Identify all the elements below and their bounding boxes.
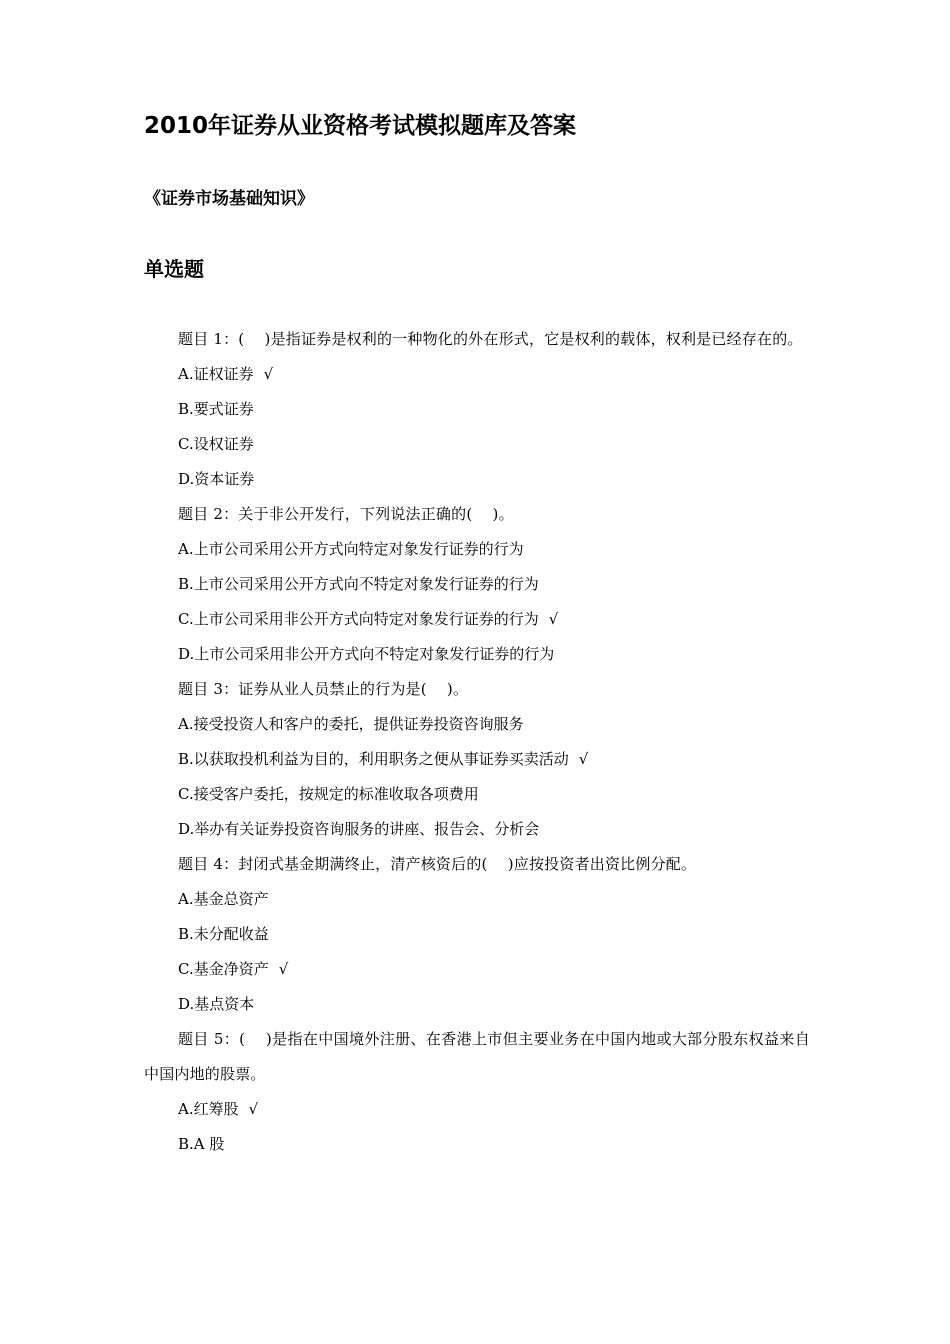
question-block <box>144 672 810 847</box>
answer-option-text: A.基金总资产 <box>178 890 269 908</box>
answer-option-text: A.红筹股 <box>178 1100 239 1118</box>
question-stem: 题目 1：( )是指证券是权利的一种物化的外在形式，它是权利的载体，权利是已经存在的。 <box>178 330 803 348</box>
answer-option-text: D.资本证券 <box>178 470 255 488</box>
answer-option <box>144 812 810 847</box>
question-stem: 题目 5：( )是指在中国境外注册、在香港上市但主要业务在中国内地或大部分股东权益来自中国内地的股票。 <box>144 1030 810 1083</box>
answer-option-text: C.设权证券 <box>178 435 254 453</box>
question-stem: 题目 2：关于非公开发行，下列说法正确的( )。 <box>178 505 514 523</box>
answer-option-text: B.A 股 <box>178 1135 225 1153</box>
answer-option <box>144 917 810 952</box>
correct-answer-check-icon: √ <box>578 750 589 768</box>
answer-option <box>144 357 810 392</box>
answer-option <box>144 392 810 427</box>
correct-answer-check-icon: √ <box>248 1100 259 1118</box>
answer-option-text: B.未分配收益 <box>178 925 269 943</box>
subject-heading: 《证券市场基础知识》 <box>144 189 314 209</box>
answer-option-text: D.举办有关证券投资咨询服务的讲座、报告会、分析会 <box>178 820 540 838</box>
document-title: 2010年证券从业资格考试模拟题库及答案 <box>144 113 577 139</box>
section-heading: 单选题 <box>144 257 204 281</box>
answer-option <box>144 742 810 777</box>
answer-option-text: B.要式证券 <box>178 400 254 418</box>
correct-answer-check-icon: √ <box>548 610 559 628</box>
answer-option <box>144 637 810 672</box>
question-block <box>144 847 810 1022</box>
answer-option <box>144 952 810 987</box>
question-stem: 题目 4：封闭式基金期满终止，清产核资后的( )应按投资者出资比例分配。 <box>178 855 697 873</box>
question-list <box>144 322 810 1162</box>
answer-option-text: C.接受客户委托，按规定的标准收取各项费用 <box>178 785 479 803</box>
answer-option <box>144 1127 810 1162</box>
question-block <box>144 322 810 497</box>
question-stem: 题目 3：证券从业人员禁止的行为是( )。 <box>178 680 469 698</box>
correct-answer-check-icon: √ <box>263 365 274 383</box>
answer-option <box>144 567 810 602</box>
answer-option-text: D.上市公司采用非公开方式向不特定对象发行证券的行为 <box>178 645 555 663</box>
question-block <box>144 1022 810 1162</box>
answer-option-text: B.上市公司采用公开方式向不特定对象发行证券的行为 <box>178 575 539 593</box>
answer-option-text: B.以获取投机利益为目的，利用职务之便从事证券买卖活动 <box>178 750 569 768</box>
answer-option-text: A.接受投资人和客户的委托，提供证券投资咨询服务 <box>178 715 524 733</box>
answer-option-text: A.上市公司采用公开方式向特定对象发行证券的行为 <box>178 540 524 558</box>
answer-option-text: C.上市公司采用非公开方式向特定对象发行证券的行为 <box>178 610 539 628</box>
answer-option <box>144 777 810 812</box>
answer-option <box>144 427 810 462</box>
question-block <box>144 497 810 672</box>
answer-option <box>144 882 810 917</box>
answer-option-text: C.基金净资产 <box>178 960 269 978</box>
answer-option <box>144 1092 810 1127</box>
answer-option <box>144 602 810 637</box>
answer-option-text: D.基点资本 <box>178 995 255 1013</box>
answer-option <box>144 987 810 1022</box>
answer-option <box>144 707 810 742</box>
correct-answer-check-icon: √ <box>278 960 289 978</box>
answer-option <box>144 462 810 497</box>
answer-option <box>144 532 810 567</box>
answer-option-text: A.证权证券 <box>178 365 254 383</box>
